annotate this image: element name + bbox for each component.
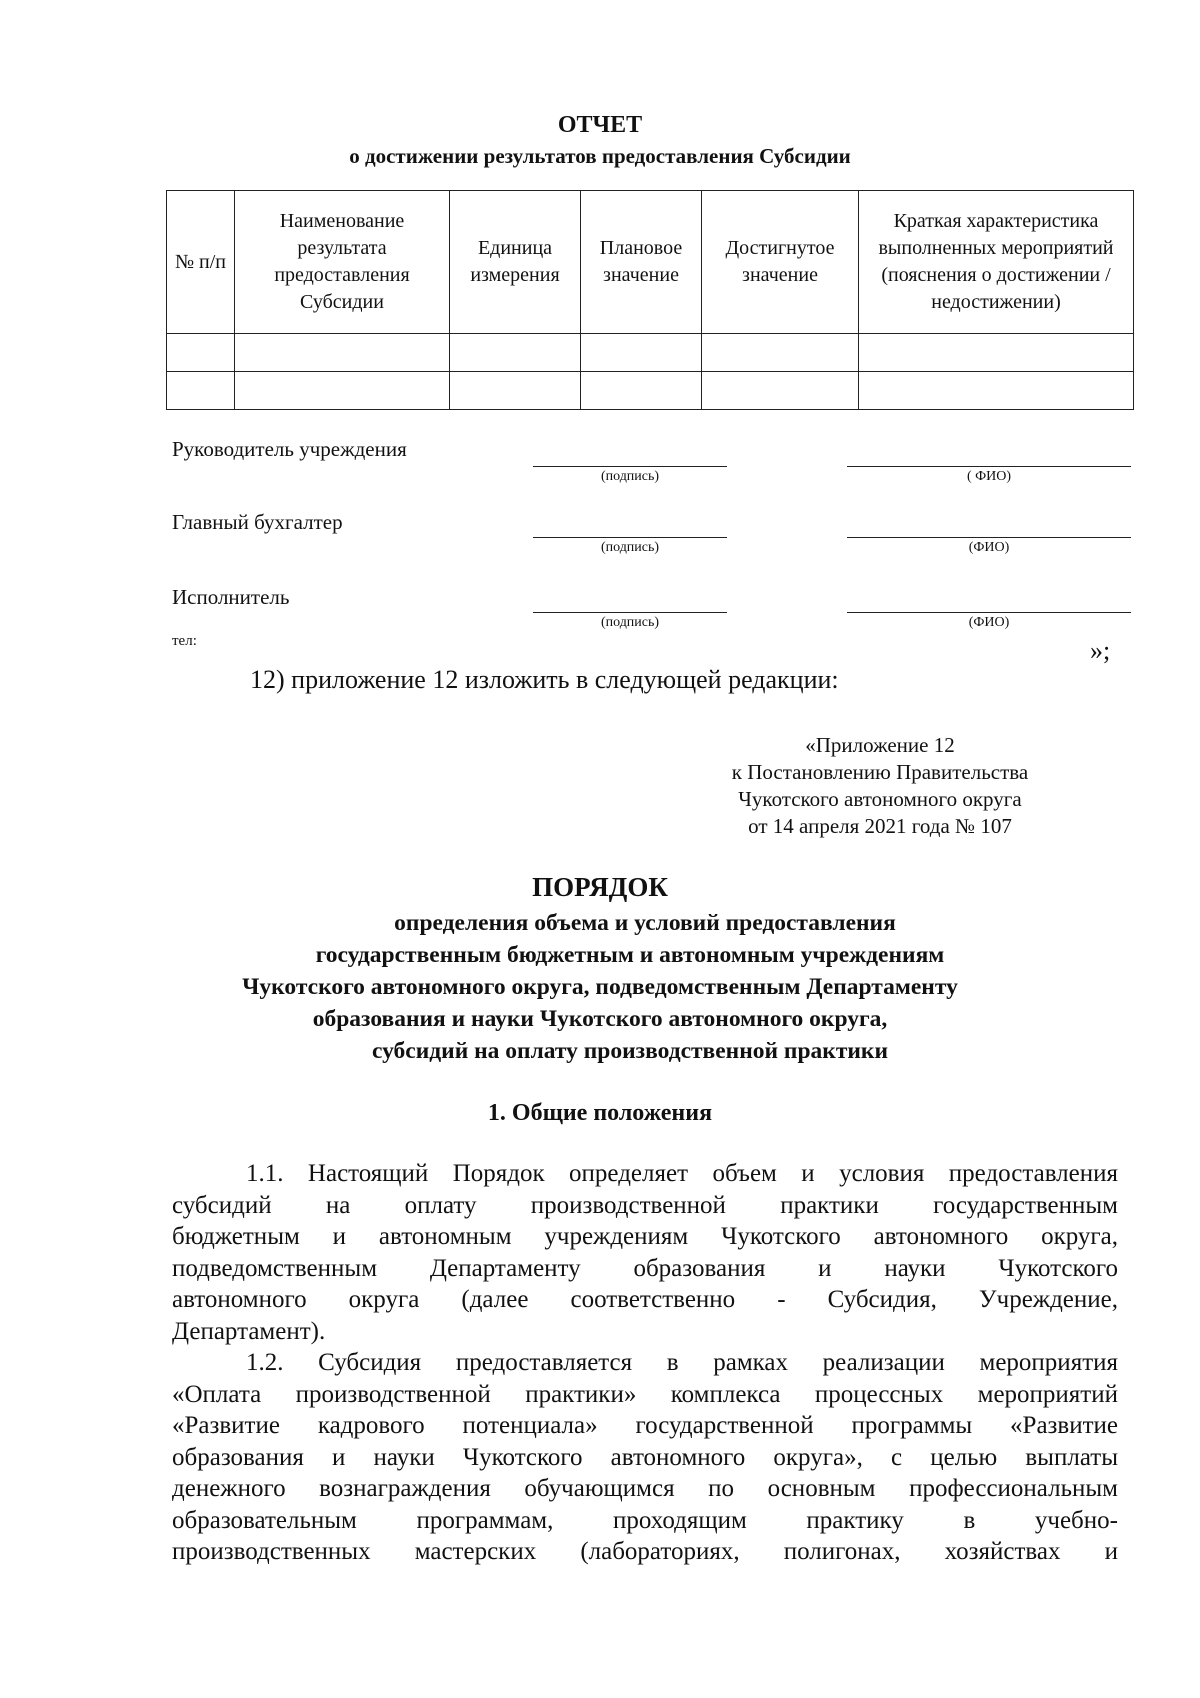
annex-line-1: «Приложение 12 — [805, 733, 955, 757]
paragraph-line: подведомственным Департаменту образования и науки Чукотского — [172, 1254, 1118, 1282]
header-result-name: Наименование результата предоставления Субсидии — [235, 191, 450, 334]
signature-line-executor — [533, 612, 727, 613]
paragraph-line: автономного округа (далее соответственно - Субсидия, Учреждение, — [172, 1286, 1118, 1313]
table-cell — [167, 334, 235, 372]
paragraph-line: 1.1. Настоящий Порядок определяет объем и условия предоставления — [246, 1160, 1118, 1187]
paragraph-1-2 — [172, 1347, 1118, 1568]
table-cell — [581, 334, 702, 372]
table-cell — [702, 372, 859, 410]
order-subtitle-line: субсидий на оплату производственной практики — [371, 1038, 888, 1064]
amendment-item: 12) приложение 12 изложить в следующей редакции: — [250, 665, 839, 694]
table-cell — [859, 334, 1134, 372]
table-cell — [235, 334, 450, 372]
header-achieved: Достигнутое значение — [702, 191, 859, 334]
paragraph-line: Департамент). — [172, 1317, 326, 1345]
paragraph-line: образования и науки Чукотского автономного округа», с целью выплаты — [172, 1443, 1118, 1471]
table-row — [167, 372, 1134, 410]
annex-line-3: Чукотского автономного округа — [738, 787, 1022, 811]
signature-label-head: Руководитель учреждения — [172, 437, 407, 461]
signature-caption-accountant: (подпись) — [600, 540, 660, 555]
paragraph-line: «Развитие кадрового потенциала» государственной программы «Развитие — [172, 1412, 1118, 1439]
signature-caption-head: (подпись) — [600, 469, 660, 484]
signature-caption-executor: (подпись) — [600, 615, 660, 630]
order-subtitle-line: Чукотского автономного округа, подведомственным Департаменту — [242, 974, 958, 1000]
report-subtitle: о достижении результатов предоставления Субсидии — [349, 144, 851, 168]
name-line-executor — [847, 612, 1131, 613]
order-subtitle-line: образования и науки Чукотского автономного округа, — [312, 1006, 888, 1032]
paragraph-line: «Оплата производственной практики» комплекса процессных мероприятий — [172, 1380, 1118, 1408]
table-cell — [450, 334, 581, 372]
paragraph-line: 1.2. Субсидия предоставляется в рамках реализации мероприятия — [246, 1349, 1118, 1376]
order-subtitle-line: определения объема и условий предоставления — [394, 910, 896, 936]
paragraph-line: производственных мастерских (лабораториях, полигонах, хозяйствах и — [172, 1538, 1118, 1565]
quote-close: »; — [1090, 636, 1111, 665]
report-table — [166, 190, 1134, 410]
paragraph-line: образовательным программам, проходящим практику в учебно- — [172, 1506, 1118, 1534]
header-description: Краткая характеристика выполненных мероприятий (пояснения о достижении / недостижении) — [859, 191, 1134, 334]
name-line-head — [847, 466, 1131, 467]
table-row — [167, 334, 1134, 372]
header-number: № п/п — [167, 191, 235, 334]
table-cell — [235, 372, 450, 410]
order-title: ПОРЯДОК — [532, 872, 668, 902]
table-cell — [167, 372, 235, 410]
paragraph-line: бюджетным и автономным учреждениям Чукотского автономного округа, — [172, 1223, 1118, 1250]
paragraph-line: денежного вознаграждения обучающимся по основным профессиональным — [172, 1475, 1118, 1502]
section-heading: 1. Общие положения — [487, 1100, 713, 1126]
table-cell — [450, 372, 581, 410]
paragraph-line: субсидий на оплату производственной практики государственным — [172, 1191, 1118, 1219]
signature-label-accountant: Главный бухгалтер — [172, 510, 343, 534]
table-cell — [859, 372, 1134, 410]
table-header-row — [167, 191, 1134, 334]
header-unit: Единица измерения — [450, 191, 581, 334]
table-cell — [702, 334, 859, 372]
signature-line-accountant — [533, 537, 727, 538]
name-line-accountant — [847, 537, 1131, 538]
name-caption-accountant: (ФИО) — [968, 540, 1010, 555]
paragraph-1-1 — [172, 1158, 1118, 1347]
annex-line-2: к Постановлению Правительства — [731, 760, 1029, 784]
report-title: ОТЧЕТ — [557, 112, 643, 138]
header-planned: Плановое значение — [581, 191, 702, 334]
annex-line-4: от 14 апреля 2021 года № 107 — [748, 814, 1012, 838]
table-cell — [581, 372, 702, 410]
name-caption-head: ( ФИО) — [966, 469, 1012, 484]
signature-line-head — [533, 466, 727, 467]
name-caption-executor: (ФИО) — [968, 615, 1010, 630]
order-subtitle-line: государственным бюджетным и автономным учреждениям — [315, 942, 945, 968]
signature-label-executor: Исполнитель — [172, 585, 290, 609]
tel-label: тел: — [172, 633, 197, 649]
